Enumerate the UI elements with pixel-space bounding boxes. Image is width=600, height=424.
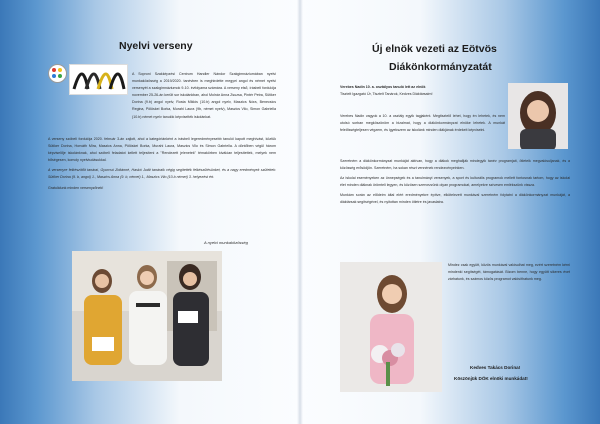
right-text-top	[340, 113, 505, 137]
right-text-middle	[340, 158, 570, 210]
school-logo	[48, 64, 67, 83]
left-paragraph-3: A versenyre felkészítőit tanárai, Gyurcsó Zoltánné, Haskó Judit tanáraik végig segítették felkészülésünket, és a nagy eredmények születtek: Sütiker Dorina (9. b, angol) 1., Maszics Anna (9. b, német) 1., Maszics Vilo (10.b német) 3. helyezést ért.	[48, 168, 276, 180]
left-paragraph-2: A verseny szóbeli fordulója 2020. február 3-án zajlott, ahol a kategóriánként a írásbeli legeredményesebb tanulói kapott meghívást, köztük Sütiker Dorina, Horváth Mira, Maszics Anna, Pölöskei Borka, Murahi Laura, Maszics Vilo és Simon Gabriella. A döntőben végül három képviselője iskolánknak, ahol szóbeli feladatot kellett teljesíteni a "Rendezett jelenetek" témakörben kiválóan teljesítettek, melyek nem bőségesen, komoly nyelvtudásukkal.	[48, 137, 276, 163]
right-intro	[340, 84, 500, 98]
right-page-title-line2: Diákönkormányzatát	[389, 61, 492, 73]
closing-line-2: Köszönjük DÖK elnöki munkádat!	[454, 376, 528, 381]
right-paragraph-3: Az iskolai eseményeken az ünnepségek és a tanulmányi versenyek, a sport és kulturális programok mellett fontosnak tartom, hogy az iskolai élet minden diáknak örömteli legyen, és közösen szervezzünk olyan programokat, amelyekre szívesen emlékszünk vissza.	[340, 176, 570, 188]
portrait-photo	[508, 83, 568, 149]
closing-line-1: Kedves Takács Dorina!	[470, 365, 521, 370]
right-intro-line-2: Tisztelt Igazgató Úr, Tisztelt Tanárok, Kedves Diáktársaim!	[340, 92, 433, 97]
students-photo	[72, 251, 222, 381]
left-page-title: Nyelvi verseny	[119, 40, 193, 52]
right-page-title-line1: Új elnök vezeti az Eötvös	[372, 43, 497, 55]
flower-portrait-photo	[340, 262, 442, 392]
right-text-bottom	[448, 262, 570, 286]
left-paragraph-1: A Soproni Szakképzési Centrum Handler Nándor Szakgimnáziumában nyelvi munkaközösség a 2019/2020. tanévben is meghirdette megyei angol és német nyelvi versenyét a szakgimnáziumok 9-10. évfolyama számára. A verseny első, írásbeli fordulója november 25-26-án került sor iskolánkban, ahol Molnár Anna Zsuzsa, Pintér Petra, Sütiker Dorina (9.b) angol nyelv, Rosta Miklós (10.b) angol nyelv, Maszics Nóra, Benecsics Regina, Pölöskei Borka, Murahi Laura (9b, német nyelv), Maszics Vilo, Simon Gabriella (10.b) német nyelv tanulók képviselték iskolánkat.	[132, 72, 276, 119]
right-intro-line-1: Verebes Nadin 10. a. osztályos tanuló lett az elnök	[340, 85, 426, 89]
right-paragraph-4: Munkám során az elődeim által elért eredményekre építve, elkötelezett munkával szeretném folytatni a diákönkormányzat munkáját, a diáktársak segítségével, és nyitottan minden ötletre és javaslatra.	[340, 193, 570, 205]
left-body-text	[48, 136, 276, 195]
right-paragraph-5: Mindez csak együtt, közös munkával valósulhat meg, ezért szeretném kérni mindenki segítségét, támogatását. Bízom benne, hogy együtt sikeres évet zárhatunk, és számos közös programot valósíthatunk meg.	[448, 263, 570, 282]
left-paragraph-4: Gratulálunk minden versenyzőnek!	[48, 185, 104, 190]
left-intro-text	[132, 71, 276, 124]
competition-badge-image	[69, 64, 128, 95]
right-paragraph-2: Szeretném a diákönkormányzat munkáját aktívan, hogy a diákok meghallják mindegyik tanév programjait, ötleteik megvalósuljanak, és a közösség erősödjön. Szeretném, ha sokan részt vennének rendezvényeinken.	[340, 159, 570, 171]
right-paragraph-1: Verebes Nadin vagyok a 10. a osztály egyik tagjaként. Megtisztelő lehet, hogy én lehetek, és nem utolsó sorban megköszönöm a bizalmat, hogy a diákönkormányzat elnöke lehetek. A munkát felelősségteljesen végzem, és igyekszem az iskolánk minden diákjának érdekeit képviselni.	[340, 114, 505, 133]
left-signature: A nyelvi munkaközösség	[204, 240, 248, 245]
page-gutter	[297, 0, 303, 424]
